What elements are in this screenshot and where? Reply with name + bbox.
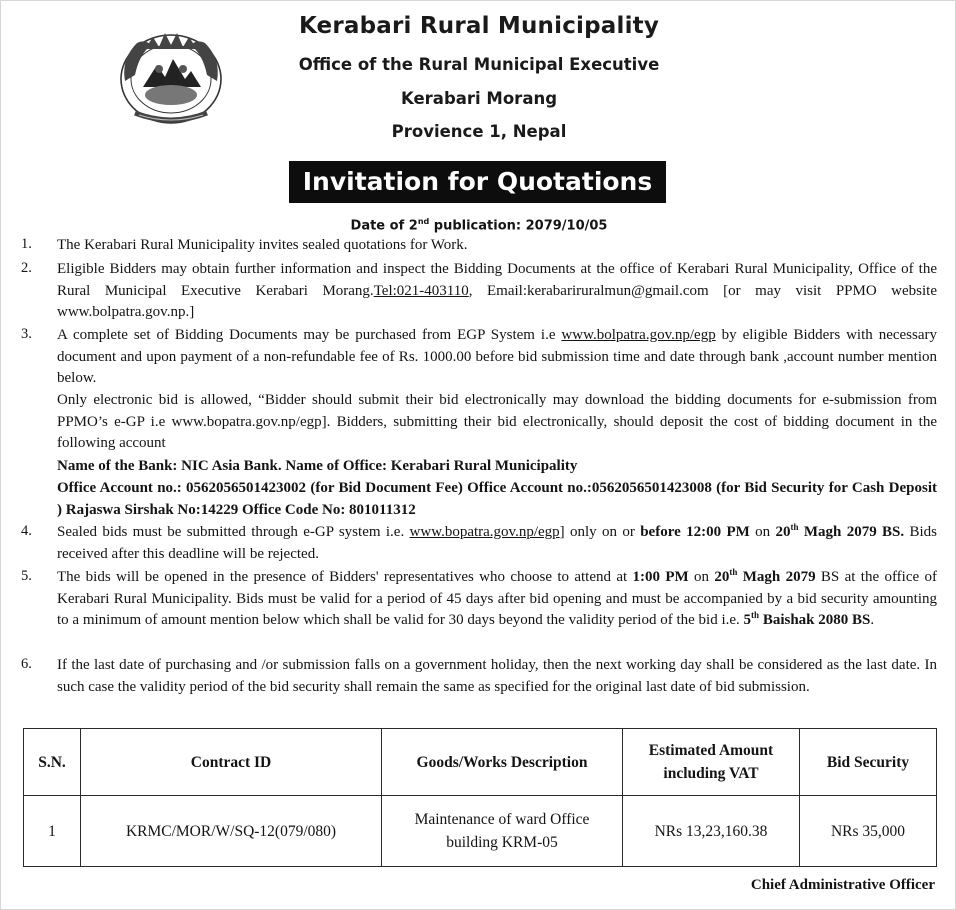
- col-header-description: Goods/Works Description: [382, 729, 623, 796]
- item-3-text: A complete set of Bidding Documents may be purchased from EGP System i.e www.bolpatra.gov.np/egp by eligible Bidders with necessary document and upon payment of a non-refundable fee of Rs. 1000.00 before bid submission time and date through bank ,account number mention below.: [57, 327, 937, 386]
- col-header-estimated-amount: Estimated Amount including VAT: [623, 729, 800, 796]
- item-6-text: If the last date of purchasing and /or submission falls on a government holiday, then the next working day shall be considered as the last date. In such case the validity period of the bid security shall remain the same as specified for the original last date of bid submission.: [57, 657, 937, 695]
- item-1-text: The Kerabari Rural Municipality invites sealed quotations for Work.: [57, 237, 468, 253]
- item-number: 2.: [21, 260, 32, 276]
- egp-submission-link[interactable]: www.bopatra.gov.np/egp: [409, 524, 560, 540]
- table-row: [24, 796, 937, 867]
- cell-estimated-amount: NRs 13,23,160.38: [623, 796, 800, 867]
- item-number: 3.: [21, 326, 32, 342]
- phone-link[interactable]: Tel:021-403110: [373, 282, 469, 299]
- col-header-sn: S.N.: [24, 729, 81, 796]
- item-4-text: Sealed bids must be submitted through e-GP system i.e. www.bopatra.gov.np/egp] only on or before 12:00 PM on 20th Magh 2079 BS. Bids received after this deadline will be rejected.: [57, 522, 937, 562]
- signature-title: Chief Administrative Officer: [750, 877, 935, 893]
- item-5-text: The bids will be opened in the presence of Bidders' representatives who choose to attend at 1:00 PM on 20th Magh 2079 BS at the office of Kerabari Rural Municipality. Bids must be valid for a period of 45 days after bid opening and must be accompanied by a bid security amounting to a minimum of amount mention below which shall be valid for 30 days beyond the validity period of the bid i.e. 5th Baishak 2080 BS.: [57, 567, 937, 628]
- notice-banner: Invitation for Quotations: [289, 161, 666, 203]
- col-header-contract-id: Contract ID: [81, 729, 382, 796]
- bank-name-line: Name of the Bank: NIC Asia Bank. Name of Office: Kerabari Rural Municipality: [57, 458, 578, 474]
- item-number: 5.: [21, 568, 32, 584]
- cell-sn: 1: [24, 796, 81, 867]
- quotation-table: [23, 728, 937, 867]
- cell-contract-id: KRMC/MOR/W/SQ-12(079/080): [81, 796, 382, 867]
- table-header-row: [24, 729, 937, 796]
- municipality-title: Kerabari Rural Municipality: [298, 13, 660, 39]
- item-number: 4.: [21, 523, 32, 539]
- col-header-bid-security: Bid Security: [800, 729, 937, 796]
- item-number: 6.: [21, 656, 32, 672]
- item-3-electronic-note: Only electronic bid is allowed, “Bidder should submit their bid electronically may download the bidding documents for e-submission from PPMO’s e-GP i.e www.bopatra.gov.np/egp]. Bidders, submitting their bid electronically, should deposit the cost of bidding document in the following account: [57, 392, 937, 451]
- province-line: Provience 1, Nepal: [391, 122, 567, 141]
- item-number: 1.: [21, 236, 32, 252]
- publication-date: Date of 2nd publication: 2079/10/05: [350, 217, 608, 234]
- account-details: Office Account no.: 0562056501423002 (for Bid Document Fee) Office Account no.:0562056501423008 (for Bid Security for Cash Deposit ) Rajaswa Sirshak No:14229 Office Code No: 801011312: [57, 480, 937, 518]
- egp-link[interactable]: www.bolpatra.gov.np/egp: [561, 327, 716, 343]
- cell-bid-security: NRs 35,000: [800, 796, 937, 867]
- cell-description: Maintenance of ward Office building KRM-05: [382, 796, 623, 867]
- item-2-text: Eligible Bidders may obtain further information and inspect the Bidding Documents at the office of Kerabari Rural Municipality, Office of the Rural Municipal Executive Kerabari Morang.Tel:021-403110, Email:kerabariruralmun@gmail.com [or may visit PPMO website www.bolpatra.gov.np.]: [57, 261, 938, 320]
- nepal-emblem-icon: [115, 29, 227, 131]
- office-subtitle: Office of the Rural Municipal Executive: [298, 55, 660, 74]
- location-line: Kerabari Morang: [400, 89, 558, 108]
